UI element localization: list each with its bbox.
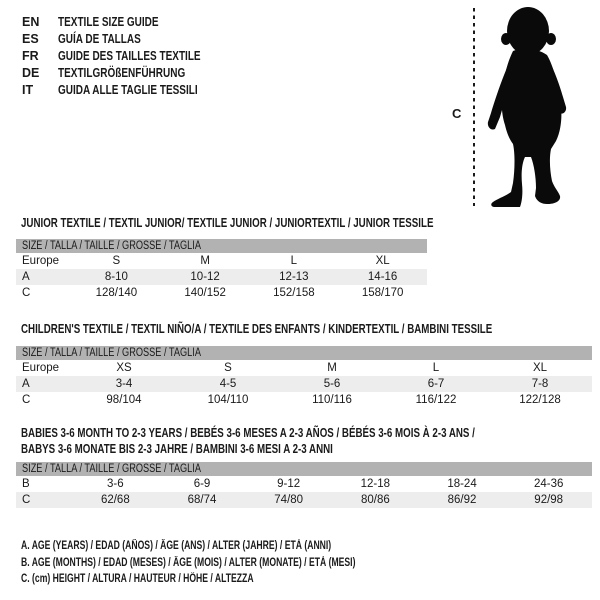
- language-list: [22, 14, 236, 99]
- cell: 128/140: [95, 287, 138, 299]
- table-row-height: [16, 285, 427, 301]
- language-code: DE: [22, 66, 40, 80]
- table-row-age: [16, 376, 592, 392]
- cell: 68/74: [187, 494, 217, 506]
- cell: 9-12: [277, 478, 301, 490]
- row-label: A: [22, 271, 30, 283]
- cell: 12-18: [360, 478, 391, 490]
- cell: 116/122: [415, 394, 457, 406]
- cell: M: [327, 362, 337, 374]
- cell: 10-12: [190, 271, 220, 283]
- footnotes: [21, 538, 467, 588]
- children-heading: CHILDREN'S TEXTILE / TEXTIL NIÑO/A / TEXTILE DES ENFANTS / KINDERTEXTIL / BAMBINI TESSILE: [21, 322, 493, 336]
- language-title: GUIDA ALLE TAGLIE TESSILI: [58, 83, 198, 97]
- row-label: A: [22, 378, 30, 390]
- junior-heading: JUNIOR TEXTILE / TEXTIL JUNIOR/ TEXTILE JUNIOR / JUNIORTEXTIL / JUNIOR TESSILE: [21, 216, 434, 230]
- cell: 3-6: [107, 478, 124, 490]
- cell: 24-36: [533, 478, 564, 490]
- cell: 152/158: [273, 287, 315, 299]
- babies-heading-line2: BABYS 3-6 MONATE BIS 2-3 JAHRE / BAMBINI 3-6 MESI A 2-3 ANNI: [21, 442, 333, 456]
- cell: 4-5: [219, 378, 237, 390]
- junior-size-table: [16, 239, 427, 301]
- cell: 3-4: [115, 378, 133, 390]
- cell: 8-10: [104, 271, 128, 283]
- cell: 158/170: [361, 287, 404, 299]
- baby-silhouette-image: [480, 5, 572, 207]
- table-row-age-months: [16, 476, 592, 492]
- language-title: GUÍA DE TALLAS: [58, 32, 141, 46]
- row-label: C: [22, 287, 31, 299]
- size-header-bar: [16, 346, 592, 360]
- footnote-b: B. AGE (MONTHS) / EDAD (MESES) / ÂGE (MOIS) / ALTER (MONATE) / ETÀ (MESI): [21, 556, 356, 569]
- cell: 6-7: [427, 378, 445, 390]
- row-label: C: [22, 394, 31, 406]
- cell: 92/98: [534, 494, 564, 506]
- language-code: FR: [22, 49, 39, 63]
- footnote-a: A. AGE (YEARS) / EDAD (AÑOS) / ÂGE (ANS) / ALTER (JAHRE) / ETÀ (ANNI): [21, 540, 332, 552]
- cell: 18-24: [447, 478, 477, 490]
- cell: L: [432, 362, 440, 374]
- table-row-europe: [16, 360, 592, 376]
- table-row-age: [16, 269, 427, 285]
- cell: S: [112, 255, 121, 267]
- size-header-bar: [16, 462, 592, 476]
- cell: 6-9: [193, 478, 211, 490]
- language-code: IT: [22, 83, 34, 97]
- language-title: TEXTILE SIZE GUIDE: [58, 15, 159, 29]
- babies-heading-line1: BABIES 3-6 MONTH TO 2-3 YEARS / BEBÉS 3-6 MESES A 2-3 AÑOS / BÉBÉS 3-6 MOIS À 2-3 ANS /: [21, 426, 475, 440]
- language-title: TEXTILGRÖßENFÜHRUNG: [58, 66, 186, 80]
- cell: XL: [532, 362, 548, 374]
- row-label: Europe: [22, 255, 60, 267]
- cell: 80/86: [360, 494, 390, 506]
- cell: 74/80: [274, 494, 304, 506]
- language-row-fr: [22, 48, 236, 65]
- cell: XL: [375, 255, 390, 267]
- size-header-text: SIZE / TALLA / TAILLE / GRÖSSE / TAGLIA: [22, 347, 201, 359]
- language-code: EN: [22, 15, 40, 29]
- size-header-text: SIZE / TALLA / TAILLE / GRÖSSE / TAGLIA: [22, 240, 201, 252]
- row-label: Europe: [22, 362, 60, 374]
- children-size-table: [16, 346, 592, 408]
- cell: 12-13: [279, 271, 309, 283]
- height-measure-line: [473, 8, 475, 206]
- cell: 104/110: [207, 394, 249, 406]
- cell: 14-16: [367, 271, 398, 283]
- row-label: C: [22, 494, 31, 506]
- table-row-height: [16, 392, 592, 408]
- height-measure-label: C: [452, 106, 462, 121]
- language-title: GUIDE DES TAILLES TEXTILE: [58, 49, 201, 63]
- cell: 5-6: [323, 378, 341, 390]
- language-row-de: [22, 65, 236, 82]
- cell: XS: [116, 362, 132, 374]
- cell: 98/104: [106, 394, 142, 406]
- cell: S: [224, 362, 232, 374]
- cell: L: [290, 255, 298, 267]
- cell: 62/68: [100, 494, 130, 506]
- footnote-c: C. (cm) HEIGHT / ALTURA / HAUTEUR / HÖHE / ALTEZZA: [21, 573, 254, 585]
- cell: 7-8: [531, 378, 549, 390]
- cell: 122/128: [519, 394, 561, 406]
- size-header-text: SIZE / TALLA / TAILLE / GRÖSSE / TAGLIA: [22, 463, 201, 475]
- cell: M: [200, 255, 210, 267]
- language-row-es: [22, 31, 236, 48]
- cell: 86/92: [447, 494, 477, 506]
- size-header-bar: [16, 239, 427, 253]
- language-row-it: [22, 82, 236, 99]
- row-label: B: [22, 478, 30, 490]
- cell: 140/152: [184, 287, 226, 299]
- language-code: ES: [22, 32, 39, 46]
- language-row-en: [22, 14, 236, 31]
- table-row-europe: [16, 253, 427, 269]
- cell: 110/116: [312, 394, 352, 406]
- babies-size-table: [16, 462, 592, 508]
- table-row-height: [16, 492, 592, 508]
